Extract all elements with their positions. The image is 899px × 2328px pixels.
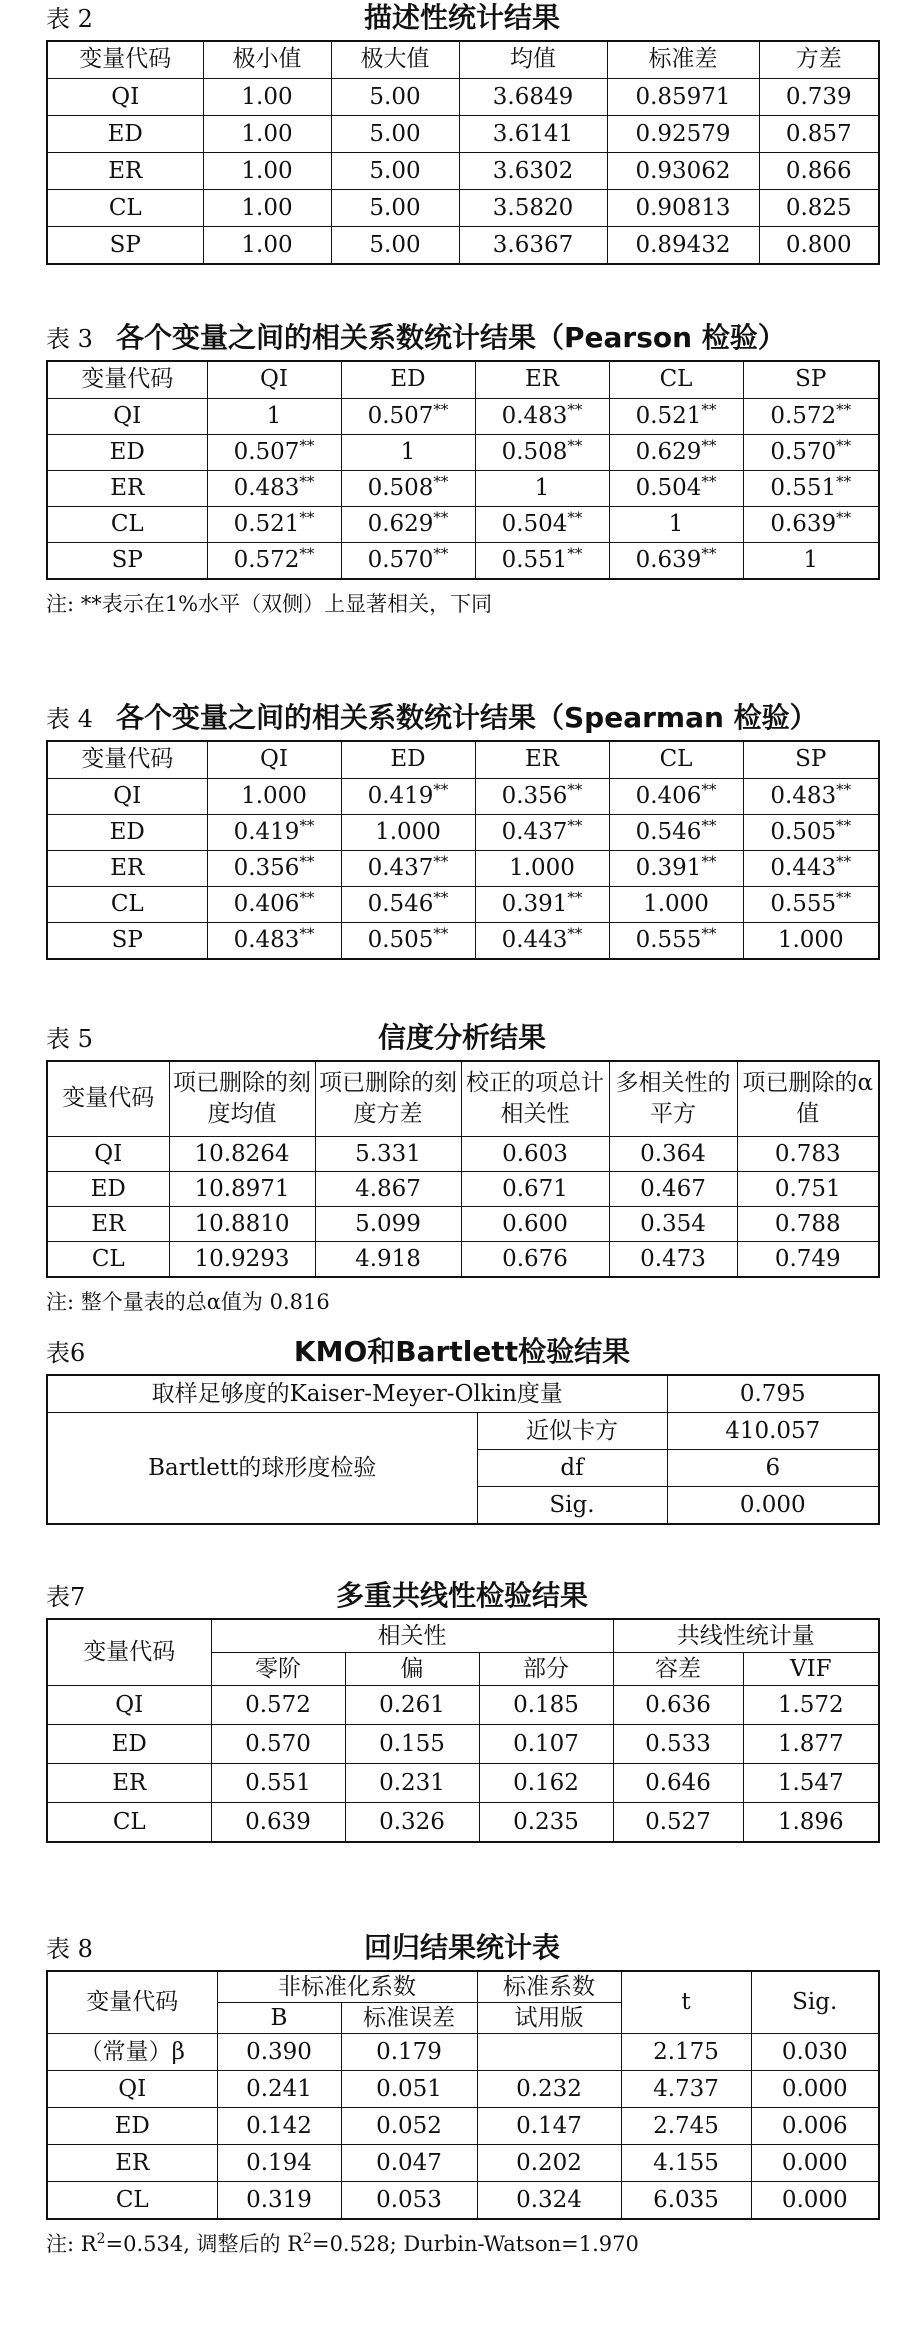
table-7-section — [46, 1578, 878, 1843]
table-cell: 0.671 — [461, 1172, 609, 1207]
table-title: 各个变量之间的相关系数统计结果（Spearman 检验） — [116, 701, 818, 734]
header-row — [47, 1971, 879, 2003]
table-row — [47, 2182, 879, 2220]
table-cell: 0.185 — [479, 1686, 613, 1725]
table-label: 表 8 — [46, 1935, 93, 1963]
table-cell: 1.00 — [203, 190, 331, 227]
table-cell: 4.918 — [315, 1242, 461, 1278]
table-cell: 3.5820 — [459, 190, 607, 227]
table-label: 表 3 — [46, 325, 93, 353]
table-cell: 0.505** — [341, 923, 475, 960]
row-label: ED — [47, 815, 207, 851]
table-cell: 0.030 — [751, 2034, 879, 2071]
row-label: SP — [47, 543, 207, 580]
table-cell: 2.745 — [621, 2108, 751, 2145]
table-cell: 0.142 — [217, 2108, 341, 2145]
table-cell: 0.555** — [609, 923, 743, 960]
row-label: ER — [47, 1764, 211, 1803]
table-cell: 0.507** — [341, 399, 475, 435]
table-cell: 5.00 — [331, 227, 459, 265]
column-header: 变量代码 — [47, 1061, 169, 1137]
table-cell: 0.866 — [759, 153, 879, 190]
table-cell: 0.555** — [743, 887, 879, 923]
table-cell: 0.533 — [613, 1725, 743, 1764]
table-5-caption — [46, 1020, 878, 1060]
column-header: 极小值 — [203, 41, 331, 79]
table-cell: 0.155 — [345, 1725, 479, 1764]
stat-label: 近似卡方 — [477, 1413, 667, 1450]
row-label: CL — [47, 887, 207, 923]
table-8-caption — [46, 1930, 878, 1970]
table-title: 回归结果统计表 — [363, 1931, 560, 1964]
table-row — [47, 1725, 879, 1764]
group-header: 非标准化系数 — [217, 1971, 477, 2003]
table-cell: 0.570** — [341, 543, 475, 580]
table-title: 多重共线性检验结果 — [335, 1579, 588, 1612]
pearson-correlation-table — [46, 360, 880, 580]
table-cell: 0.739 — [759, 79, 879, 116]
row-label: ER — [47, 471, 207, 507]
row-label: （常量）β — [47, 2034, 217, 2071]
table-cell: 4.155 — [621, 2145, 751, 2182]
row-label: ER — [47, 1207, 169, 1242]
table-row — [47, 1137, 879, 1172]
table-row — [47, 1172, 879, 1207]
spearman-correlation-table — [46, 740, 880, 960]
table-row — [47, 190, 879, 227]
table-cell: 0.000 — [751, 2145, 879, 2182]
table-cell: 0.467 — [609, 1172, 737, 1207]
column-header: 多相关性的平方 — [609, 1061, 737, 1137]
table-row — [47, 923, 879, 960]
table-row — [47, 116, 879, 153]
table-cell: 0.825 — [759, 190, 879, 227]
table-cell: 0.354 — [609, 1207, 737, 1242]
column-header: 零阶 — [211, 1653, 345, 1686]
table-cell: 4.737 — [621, 2071, 751, 2108]
table-cell: 0.356** — [475, 779, 609, 815]
table-6-section — [46, 1334, 878, 1525]
row-label: CL — [47, 190, 203, 227]
table-cell: 0.603 — [461, 1137, 609, 1172]
column-header: 方差 — [759, 41, 879, 79]
table-cell: 0.629** — [341, 507, 475, 543]
table-cell: 0.504** — [609, 471, 743, 507]
table-2-caption — [46, 0, 878, 40]
table-cell: 0.572** — [743, 399, 879, 435]
column-header: 项已删除的刻度均值 — [169, 1061, 315, 1137]
row-label: ED — [47, 116, 203, 153]
table-note: 注: $R^2=0.534$, 调整后的 $R^2=0.528$; Durbin-Watson=1.970 — [46, 2231, 639, 2256]
table-row — [47, 79, 879, 116]
table-cell: 0.319 — [217, 2182, 341, 2220]
table-cell: 0.89432 — [607, 227, 759, 265]
table-cell: 1 — [743, 543, 879, 580]
column-header: SP — [743, 361, 879, 399]
column-header: 变量代码 — [47, 741, 207, 779]
stat-value: 6 — [667, 1450, 879, 1487]
table-cell: 0.629** — [609, 435, 743, 471]
table-cell: 1 — [341, 435, 475, 471]
table-row — [47, 887, 879, 923]
table-cell: 0.241 — [217, 2071, 341, 2108]
column-header: 标准差 — [607, 41, 759, 79]
table-cell: 1.896 — [743, 1803, 879, 1843]
table-cell: 1.000 — [341, 815, 475, 851]
column-header: CL — [609, 361, 743, 399]
table-label: 表6 — [46, 1339, 86, 1367]
table-3-caption — [46, 320, 878, 360]
table-cell: 0.231 — [345, 1764, 479, 1803]
table-cell: 10.8971 — [169, 1172, 315, 1207]
table-row — [47, 2108, 879, 2145]
table-3-section — [46, 320, 878, 618]
table-cell: 0.162 — [479, 1764, 613, 1803]
column-header: 变量代码 — [47, 361, 207, 399]
column-header: 偏 — [345, 1653, 479, 1686]
descriptive-stats-table — [46, 40, 880, 265]
table-cell: 0.90813 — [607, 190, 759, 227]
table-row — [47, 227, 879, 265]
table-cell: 5.00 — [331, 190, 459, 227]
table-cell: 1 — [475, 471, 609, 507]
row-label: QI — [47, 779, 207, 815]
table-cell: 10.8264 — [169, 1137, 315, 1172]
table-cell — [477, 2034, 621, 2071]
table-cell: 1 — [207, 399, 341, 435]
table-cell: 0.419** — [341, 779, 475, 815]
table-cell: 5.00 — [331, 79, 459, 116]
table-cell: 0.179 — [341, 2034, 477, 2071]
table-cell: 0.85971 — [607, 79, 759, 116]
column-header: 项已删除的α值 — [737, 1061, 879, 1137]
kmo-value: 0.795 — [667, 1375, 879, 1413]
table-cell: 0.551** — [475, 543, 609, 580]
column-header: t — [621, 1971, 751, 2034]
table-4-caption — [46, 700, 878, 740]
table-title: 描述性统计结果 — [363, 1, 560, 34]
table-cell: 0.232 — [477, 2071, 621, 2108]
column-header: 试用版 — [477, 2003, 621, 2034]
table-row — [47, 779, 879, 815]
table-label: 表 2 — [46, 5, 93, 33]
table-cell: 1.00 — [203, 116, 331, 153]
table-cell: 0.572 — [211, 1686, 345, 1725]
table-cell: 3.6367 — [459, 227, 607, 265]
table-cell: 0.504** — [475, 507, 609, 543]
table-cell: 0.636 — [613, 1686, 743, 1725]
row-label: ER — [47, 2145, 217, 2182]
column-header: 容差 — [613, 1653, 743, 1686]
column-header: QI — [207, 741, 341, 779]
table-cell: 0.052 — [341, 2108, 477, 2145]
table-cell: 0.419** — [207, 815, 341, 851]
table-cell: 0.391** — [475, 887, 609, 923]
table-cell: 0.676 — [461, 1242, 609, 1278]
reliability-table — [46, 1060, 880, 1278]
table-cell: 0.053 — [341, 2182, 477, 2220]
table-cell: 0.507** — [207, 435, 341, 471]
row-label: ED — [47, 435, 207, 471]
table-cell: 1.00 — [203, 227, 331, 265]
table-cell: 0.443** — [743, 851, 879, 887]
group-header: 标准系数 — [477, 1971, 621, 2003]
column-header: VIF — [743, 1653, 879, 1686]
table-cell: 0.324 — [477, 2182, 621, 2220]
table-cell: 0.051 — [341, 2071, 477, 2108]
table-cell: 0.788 — [737, 1207, 879, 1242]
table-row — [47, 2071, 879, 2108]
table-cell: 0.406** — [207, 887, 341, 923]
table-cell: 0.406** — [609, 779, 743, 815]
table-title: 各个变量之间的相关系数统计结果（Pearson 检验） — [116, 321, 786, 354]
table-4-section — [46, 700, 878, 960]
table-label: 表 5 — [46, 1025, 93, 1053]
table-cell: 0.006 — [751, 2108, 879, 2145]
row-label: SP — [47, 923, 207, 960]
table-row — [47, 435, 879, 471]
row-label: QI — [47, 79, 203, 116]
table-cell: 10.9293 — [169, 1242, 315, 1278]
table-6-caption — [46, 1334, 878, 1374]
table-row — [47, 1207, 879, 1242]
table-row — [47, 1803, 879, 1843]
table-cell: 0.473 — [609, 1242, 737, 1278]
table-cell: 0.572** — [207, 543, 341, 580]
table-title: 信度分析结果 — [377, 1021, 546, 1054]
table-cell: 0.202 — [477, 2145, 621, 2182]
table-row — [47, 1242, 879, 1278]
table-cell: 1.000 — [475, 851, 609, 887]
table-cell: 1.000 — [207, 779, 341, 815]
table-cell: 1.00 — [203, 153, 331, 190]
table-cell: 0.194 — [217, 2145, 341, 2182]
row-label: ER — [47, 851, 207, 887]
column-header: ED — [341, 741, 475, 779]
table-cell: 0.508** — [341, 471, 475, 507]
table-cell: 0.551** — [743, 471, 879, 507]
table-cell: 5.00 — [331, 153, 459, 190]
column-header: 变量代码 — [47, 1619, 211, 1686]
column-header: ER — [475, 741, 609, 779]
table-cell: 0.527 — [613, 1803, 743, 1843]
header-row — [47, 1061, 879, 1137]
table-cell: 0.483** — [475, 399, 609, 435]
table-cell: 10.8810 — [169, 1207, 315, 1242]
group-header: 共线性统计量 — [613, 1619, 879, 1653]
table-row — [47, 1686, 879, 1725]
group-header: 相关性 — [211, 1619, 613, 1653]
table-cell: 0.546** — [609, 815, 743, 851]
table-cell: 2.175 — [621, 2034, 751, 2071]
table-cell: 0.93062 — [607, 153, 759, 190]
stat-value: 0.000 — [667, 1487, 879, 1525]
table-cell: 0.639 — [211, 1803, 345, 1843]
table-cell: 0.483** — [207, 923, 341, 960]
header-row — [47, 741, 879, 779]
collinearity-table — [46, 1618, 880, 1843]
column-header: 校正的项总计相关性 — [461, 1061, 609, 1137]
column-header: 项已删除的刻度方差 — [315, 1061, 461, 1137]
table-cell: 0.639** — [743, 507, 879, 543]
table-note: 注: **表示在1%水平（双侧）上显著相关，下同 — [46, 592, 493, 616]
table-cell: 0.443** — [475, 923, 609, 960]
row-label: CL — [47, 2182, 217, 2220]
stat-label: df — [477, 1450, 667, 1487]
table-row — [47, 815, 879, 851]
table-cell: 1.877 — [743, 1725, 879, 1764]
table-cell: 0.546** — [341, 887, 475, 923]
table-cell: 0.857 — [759, 116, 879, 153]
column-header: B — [217, 2003, 341, 2034]
table-row — [47, 507, 879, 543]
table-cell: 0.107 — [479, 1725, 613, 1764]
row-label: CL — [47, 1242, 169, 1278]
table-cell: 1.00 — [203, 79, 331, 116]
table-cell: 0.364 — [609, 1137, 737, 1172]
table-cell: 0.505** — [743, 815, 879, 851]
column-header: 部分 — [479, 1653, 613, 1686]
superscript: 2 — [303, 2231, 312, 2247]
table-7-caption — [46, 1578, 878, 1618]
header-row — [47, 41, 879, 79]
column-header: 变量代码 — [47, 1971, 217, 2034]
table-cell: 1 — [609, 507, 743, 543]
table-2-section — [46, 0, 878, 265]
header-row — [47, 361, 879, 399]
table-cell: 0.235 — [479, 1803, 613, 1843]
table-cell: 5.099 — [315, 1207, 461, 1242]
table-cell: 0.639** — [609, 543, 743, 580]
table-cell: 0.551 — [211, 1764, 345, 1803]
table-row — [47, 1413, 879, 1450]
kmo-bartlett-table — [46, 1374, 880, 1525]
table-5-section — [46, 1020, 878, 1316]
table-row — [47, 1764, 879, 1803]
table-row — [47, 543, 879, 580]
table-cell: 0.437** — [475, 815, 609, 851]
table-cell: 3.6302 — [459, 153, 607, 190]
table-cell: 0.147 — [477, 2108, 621, 2145]
table-8-section — [46, 1930, 878, 2258]
row-label: SP — [47, 227, 203, 265]
table-cell: 0.570** — [743, 435, 879, 471]
row-label: ED — [47, 2108, 217, 2145]
table-note: 注: 整个量表的总α值为 0.816 — [46, 1290, 330, 1314]
column-header: 变量代码 — [47, 41, 203, 79]
table-cell: 0.800 — [759, 227, 879, 265]
row-label: ED — [47, 1172, 169, 1207]
table-title: KMO和Bartlett检验结果 — [293, 1335, 631, 1368]
table-cell: 0.000 — [751, 2182, 879, 2220]
row-label: QI — [47, 1137, 169, 1172]
table-cell: 0.356** — [207, 851, 341, 887]
table-row — [47, 153, 879, 190]
table-row — [47, 399, 879, 435]
table-cell: 0.390 — [217, 2034, 341, 2071]
row-label: CL — [47, 1803, 211, 1843]
table-cell: 1.547 — [743, 1764, 879, 1803]
row-label: CL — [47, 507, 207, 543]
column-header: QI — [207, 361, 341, 399]
table-cell: 0.521** — [609, 399, 743, 435]
table-cell: 0.437** — [341, 851, 475, 887]
table-cell: 0.600 — [461, 1207, 609, 1242]
column-header: ED — [341, 361, 475, 399]
table-cell: 0.751 — [737, 1172, 879, 1207]
column-header: 均值 — [459, 41, 607, 79]
column-header: CL — [609, 741, 743, 779]
table-cell: 1.000 — [743, 923, 879, 960]
superscript: 2 — [96, 2231, 106, 2247]
header-row — [47, 1619, 879, 1653]
table-cell: 5.00 — [331, 116, 459, 153]
table-cell: 0.483** — [207, 471, 341, 507]
table-cell: 0.783 — [737, 1137, 879, 1172]
table-label: 表 4 — [46, 705, 93, 733]
table-label: 表7 — [46, 1583, 86, 1611]
table-row — [47, 2034, 879, 2071]
column-header: SP — [743, 741, 879, 779]
stat-label: Sig. — [477, 1487, 667, 1525]
table-cell: 0.261 — [345, 1686, 479, 1725]
table-row — [47, 2145, 879, 2182]
table-cell: 6.035 — [621, 2182, 751, 2220]
table-cell: 1.572 — [743, 1686, 879, 1725]
row-label: ER — [47, 153, 203, 190]
bartlett-label: Bartlett的球形度检验 — [47, 1413, 477, 1525]
table-cell: 5.331 — [315, 1137, 461, 1172]
table-row — [47, 471, 879, 507]
table-cell: 0.483** — [743, 779, 879, 815]
table-cell: 3.6141 — [459, 116, 607, 153]
column-header: 标准误差 — [341, 2003, 477, 2034]
kmo-label: 取样足够度的Kaiser-Meyer-Olkin度量 — [47, 1375, 667, 1413]
row-label: ED — [47, 1725, 211, 1764]
table-cell: 3.6849 — [459, 79, 607, 116]
table-row — [47, 1375, 879, 1413]
table-cell: 0.000 — [751, 2071, 879, 2108]
table-cell: 1.000 — [609, 887, 743, 923]
table-cell: 0.326 — [345, 1803, 479, 1843]
table-row — [47, 851, 879, 887]
column-header: Sig. — [751, 1971, 879, 2034]
table-cell: 0.749 — [737, 1242, 879, 1278]
regression-table — [46, 1970, 880, 2220]
table-cell: 0.646 — [613, 1764, 743, 1803]
table-cell: 0.521** — [207, 507, 341, 543]
table-cell: 0.508** — [475, 435, 609, 471]
column-header: 极大值 — [331, 41, 459, 79]
table-cell: 4.867 — [315, 1172, 461, 1207]
row-label: QI — [47, 399, 207, 435]
column-header: ER — [475, 361, 609, 399]
table-cell: 0.047 — [341, 2145, 477, 2182]
table-cell: 0.391** — [609, 851, 743, 887]
table-cell: 0.570 — [211, 1725, 345, 1764]
row-label: QI — [47, 1686, 211, 1725]
stat-value: 410.057 — [667, 1413, 879, 1450]
row-label: QI — [47, 2071, 217, 2108]
table-cell: 0.92579 — [607, 116, 759, 153]
